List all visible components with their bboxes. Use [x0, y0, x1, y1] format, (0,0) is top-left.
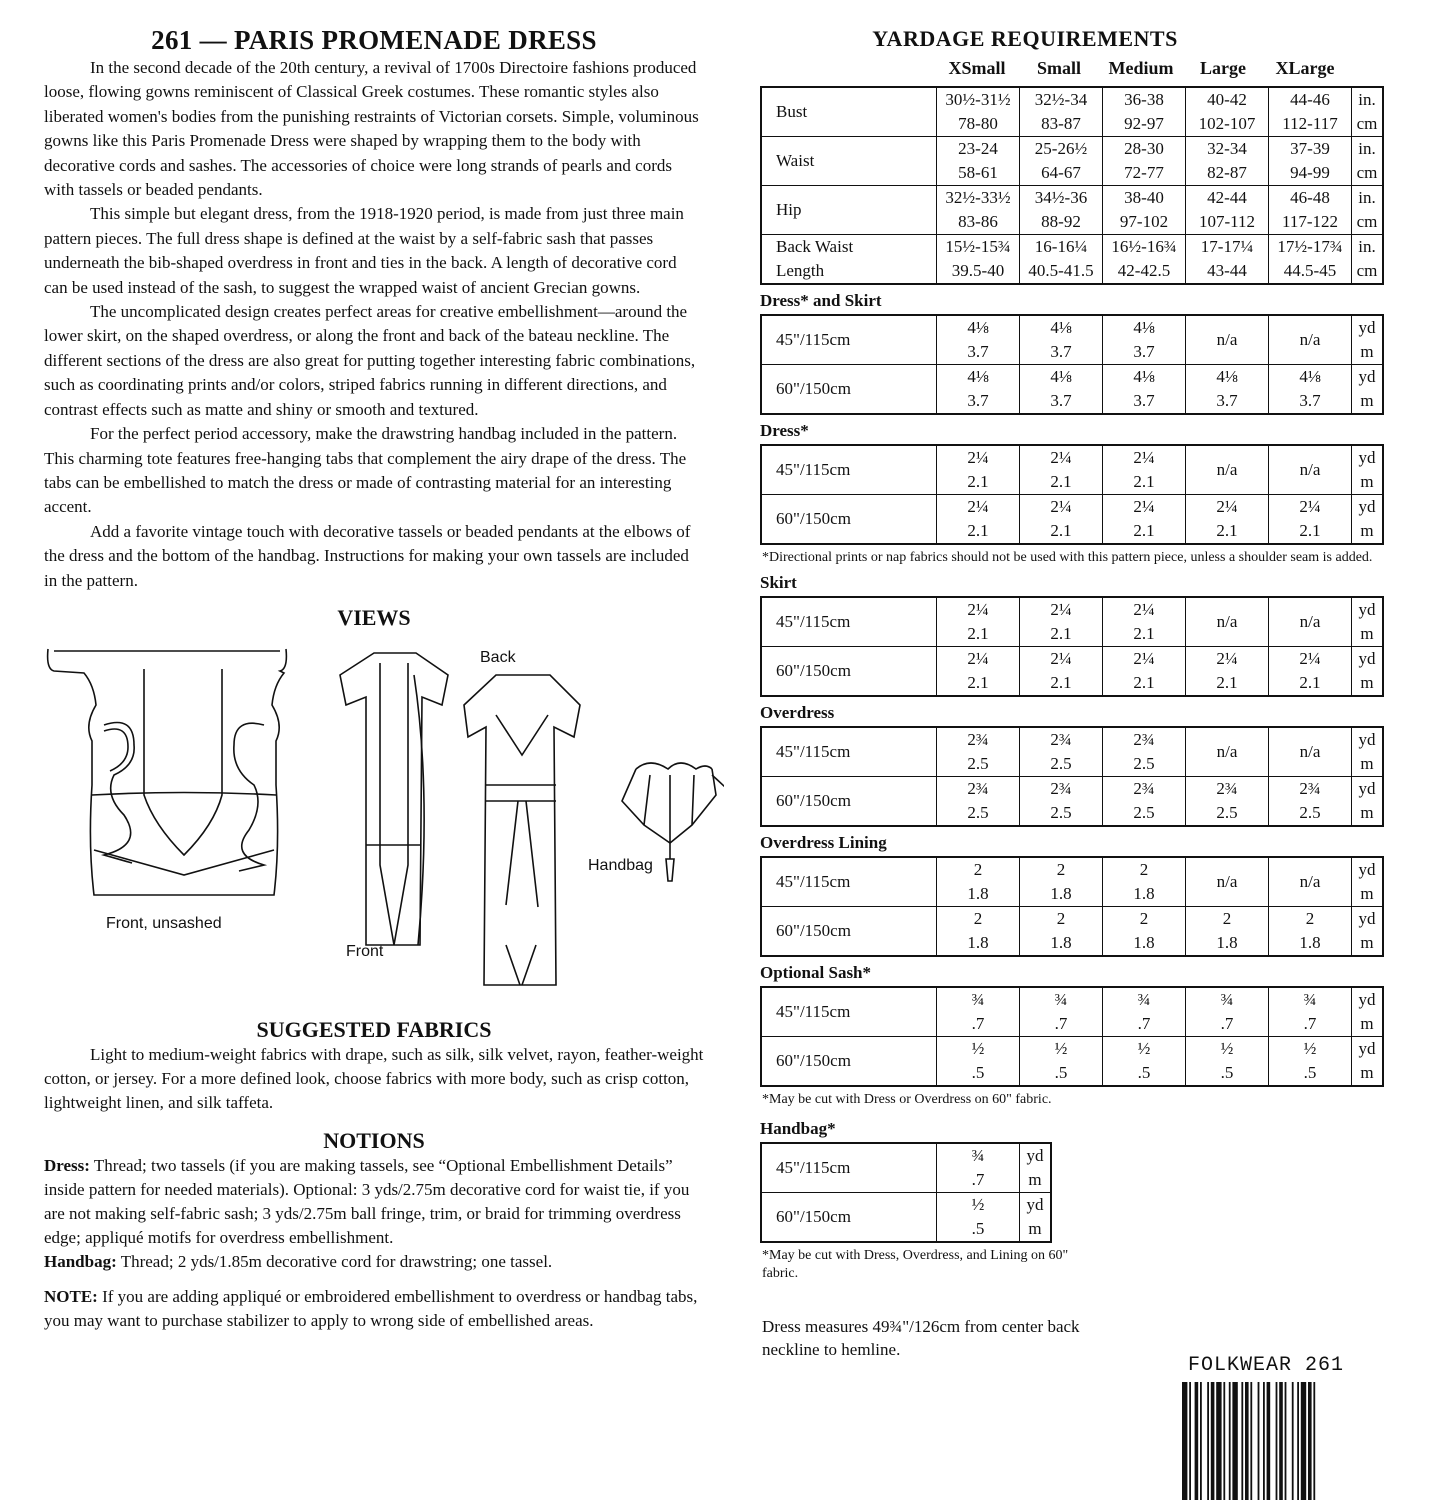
- group-title: Optional Sash*: [760, 963, 872, 982]
- value-cell: n/a: [1269, 727, 1352, 777]
- yardage-table: [760, 596, 1384, 697]
- unit-cell: in. cm: [1352, 235, 1384, 285]
- unit-cell: yd m: [1352, 777, 1384, 827]
- value-cell: ¾ .7: [1020, 987, 1103, 1037]
- intro-paragraph: In the second decade of the 20th century, a revival of 1700s Directoire fashions produced loose, flowing gowns reminiscent of Classical Greek costumes. These romantic styles also liberated women's bodies from the punishing restraints of Victorian corsets. Simple, voluminous gowns like this Paris Promenade Dress were shaped by wrapping them to the body with decorative cords and sashes. The accessories of choice were long strands of pearls and cords with tassels or beaded pendants.: [44, 58, 699, 200]
- row-label: 45"/115cm: [761, 1143, 937, 1193]
- notions-note-label: NOTE:: [44, 1286, 98, 1306]
- group-title: Dress* and Skirt: [760, 291, 882, 310]
- table-row: [761, 137, 1383, 186]
- value-cell: 4⅛ 3.7: [1186, 365, 1269, 415]
- value-cell: 2¼ 2.1: [1020, 597, 1103, 647]
- value-cell: 2 1.8: [1103, 907, 1186, 957]
- barcode-bar: [1250, 1382, 1252, 1500]
- value-cell: 28-30 72-77: [1103, 137, 1186, 186]
- table-row: [761, 87, 1383, 137]
- value-cell: 30½-31½ 78-80: [937, 87, 1020, 137]
- value-cell: 4⅛ 3.7: [1269, 365, 1352, 415]
- handbag-yardage: [760, 1119, 1410, 1283]
- value-cell: 44-46 112-117: [1269, 87, 1352, 137]
- unit-cell: yd m: [1352, 857, 1384, 907]
- value-cell: 4⅛ 3.7: [1020, 315, 1103, 365]
- barcode-bar: [1258, 1382, 1260, 1500]
- product-code: FOLKWEAR 261: [1188, 1354, 1345, 1377]
- fabrics-section: [44, 1017, 704, 1116]
- barcode-bar: [1308, 1382, 1312, 1500]
- table-row: [761, 647, 1383, 697]
- table-row: [761, 186, 1383, 235]
- value-cell: 4⅛ 3.7: [1020, 365, 1103, 415]
- value-cell: 16-16¼ 40.5-41.5: [1020, 235, 1103, 285]
- view-label-handbag: Handbag: [588, 856, 653, 874]
- intro-paragraph: Add a favorite vintage touch with decorative tassels or beaded pendants at the elbows of the dress and the bottom of the handbag. Instructions for making your own tassels are included in the pattern.: [44, 521, 691, 590]
- barcode-bar: [1200, 1382, 1202, 1500]
- value-cell: ½ .5: [937, 1037, 1020, 1087]
- barcode-bar: [1267, 1382, 1271, 1500]
- unit-cell: in. cm: [1352, 87, 1384, 137]
- notions-title: NOTIONS: [323, 1127, 425, 1153]
- notions-handbag: [44, 1250, 704, 1274]
- size-xsmall: XSmall: [948, 57, 1006, 78]
- unit-cell: yd m: [1352, 445, 1384, 495]
- barcode-bar: [1216, 1382, 1221, 1500]
- table-row: [761, 315, 1383, 365]
- value-cell: 2 1.8: [1269, 907, 1352, 957]
- row-label: 45"/115cm: [761, 445, 937, 495]
- row-label: 45"/115cm: [761, 857, 937, 907]
- value-cell: ½ .5: [1186, 1037, 1269, 1087]
- value-cell: 2 1.8: [1186, 907, 1269, 957]
- value-cell: 2¼ 2.1: [1269, 495, 1352, 545]
- barcode-bar: [1211, 1382, 1215, 1500]
- value-cell: 2¼ 2.1: [1103, 495, 1186, 545]
- notions-note: [44, 1285, 704, 1333]
- value-cell: n/a: [1186, 857, 1269, 907]
- value-cell: 4⅛ 3.7: [937, 365, 1020, 415]
- value-cell: ¾ .7: [1103, 987, 1186, 1037]
- value-cell: 2¾ 2.5: [1186, 777, 1269, 827]
- value-cell: 25-26½ 64-67: [1020, 137, 1103, 186]
- front-dress-drawing: [340, 653, 448, 945]
- value-cell: 4⅛ 3.7: [937, 315, 1020, 365]
- row-label: Bust: [761, 87, 937, 137]
- row-label: 45"/115cm: [761, 315, 937, 365]
- value-cell: 17½-17¾ 44.5-45: [1269, 235, 1352, 285]
- barcode-bar: [1195, 1382, 1199, 1500]
- barcode-bar: [1241, 1382, 1243, 1500]
- value-cell: 2¼ 2.1: [1186, 647, 1269, 697]
- barcode-bar: [1313, 1382, 1315, 1500]
- group-title: Skirt: [760, 573, 797, 592]
- value-cell: 2¼ 2.1: [1020, 647, 1103, 697]
- front-unsashed-drawing: [48, 649, 287, 895]
- barcode-bar: [1279, 1382, 1283, 1500]
- value-cell: 2¼ 2.1: [1103, 597, 1186, 647]
- footnote: *May be cut with Dress or Overdress on 60" fabric.: [762, 1092, 1052, 1107]
- unit-cell: yd m: [1352, 727, 1384, 777]
- value-cell: 23-24 58-61: [937, 137, 1020, 186]
- size-large: Large: [1200, 57, 1246, 78]
- value-cell: 2¼ 2.1: [1269, 647, 1352, 697]
- table-row: [761, 1193, 1051, 1243]
- row-label: Hip: [761, 186, 937, 235]
- table-row: [761, 857, 1383, 907]
- value-cell: 2 1.8: [1103, 857, 1186, 907]
- value-cell: 2¼ 2.1: [937, 445, 1020, 495]
- value-cell: 2 1.8: [1020, 857, 1103, 907]
- footnote: *Directional prints or nap fabrics should not be used with this pattern piece, unless a shoulder seam is added.: [762, 550, 1373, 565]
- value-cell: 2¾ 2.5: [937, 777, 1020, 827]
- intro-paragraph: The uncomplicated design creates perfect areas for creative embellishment—around the lower skirt, on the shaped overdress, or along the front and back of the bateau neckline. The different sections of the dress are also great for putting together interesting fabric combinations, such as coordinating prints and/or colors, striped fabrics running in different directions, and contrast effects such as matte and shiny or smooth and textured.: [44, 302, 696, 419]
- value-cell: 2 1.8: [937, 907, 1020, 957]
- barcode-bar: [1301, 1382, 1306, 1500]
- unit-cell: yd m: [1020, 1143, 1052, 1193]
- notions-handbag-text: Thread; 2 yds/1.85m decorative cord for drawstring; one tassel.: [120, 1252, 553, 1272]
- unit-cell: yd m: [1352, 647, 1384, 697]
- value-cell: 40-42 102-107: [1186, 87, 1269, 137]
- intro-paragraph: This simple but elegant dress, from the 1918-1920 period, is made from just three main pattern pieces. The full dress shape is defined at the waist by a self-fabric sash that passes underneath the bib-shaped overdress in front and ties in the back. A length of decorative cord can be used instead of the sash, to suggest the wrapped waist of ancient Grecian gowns.: [44, 204, 684, 297]
- unit-cell: yd m: [1352, 315, 1384, 365]
- value-cell: n/a: [1269, 315, 1352, 365]
- table-row: [761, 495, 1383, 545]
- value-cell: 2¼ 2.1: [937, 647, 1020, 697]
- fabrics-title: SUGGESTED FABRICS: [256, 1016, 492, 1042]
- unit-cell: yd m: [1352, 907, 1384, 957]
- size-header: [936, 54, 1410, 82]
- barcode-icon: [1182, 1382, 1364, 1500]
- value-cell: n/a: [1269, 445, 1352, 495]
- row-label: 60"/150cm: [761, 365, 937, 415]
- table-row: [761, 597, 1383, 647]
- views-title: VIEWS: [337, 604, 411, 630]
- yardage-table: [760, 856, 1384, 957]
- barcode-bar: [1285, 1382, 1287, 1500]
- view-label-front: Front: [346, 942, 384, 960]
- value-cell: ½ .5: [937, 1193, 1020, 1243]
- unit-cell: yd m: [1352, 495, 1384, 545]
- unit-cell: yd m: [1352, 987, 1384, 1037]
- row-label: Waist: [761, 137, 937, 186]
- value-cell: 2¼ 2.1: [937, 495, 1020, 545]
- back-dress-drawing: [464, 675, 580, 985]
- size-small: Small: [1036, 57, 1081, 78]
- intro-paragraph: For the perfect period accessory, make the drawstring handbag included in the pattern. This charming tote features free-hanging tabs that complement the airy drape of the dress. The tabs can be embellished to match the dress or made of contrasting material for an interesting accent.: [44, 424, 687, 517]
- value-cell: 2¾ 2.5: [1020, 777, 1103, 827]
- value-cell: 2¼ 2.1: [937, 597, 1020, 647]
- table-row: [761, 365, 1383, 415]
- value-cell: ½ .5: [1103, 1037, 1186, 1087]
- table-row: [761, 235, 1383, 285]
- yardage-title: YARDAGE REQUIREMENTS: [872, 26, 1178, 51]
- value-cell: n/a: [1269, 597, 1352, 647]
- table-row: [761, 907, 1383, 957]
- value-cell: 38-40 97-102: [1103, 186, 1186, 235]
- value-cell: 46-48 117-122: [1269, 186, 1352, 235]
- unit-cell: yd m: [1352, 597, 1384, 647]
- notions-section: [44, 1128, 704, 1333]
- value-cell: ½ .5: [1269, 1037, 1352, 1087]
- value-cell: 2 1.8: [1020, 907, 1103, 957]
- value-cell: 16½-16¾ 42-42.5: [1103, 235, 1186, 285]
- yardage-table: [760, 86, 1384, 285]
- yardage-table: [760, 444, 1384, 545]
- barcode-bar: [1223, 1382, 1225, 1500]
- table-row: [761, 1143, 1051, 1193]
- yardage-table: [760, 1142, 1052, 1243]
- barcode-bar: [1276, 1382, 1278, 1500]
- barcode-bar: [1182, 1382, 1187, 1500]
- barcode-bar: [1189, 1382, 1191, 1500]
- row-label: 60"/150cm: [761, 1193, 937, 1243]
- unit-cell: in. cm: [1352, 186, 1384, 235]
- yardage-table: [760, 726, 1384, 827]
- value-cell: ¾ .7: [937, 987, 1020, 1037]
- intro-text: [44, 56, 704, 593]
- value-cell: n/a: [1186, 727, 1269, 777]
- row-label: 45"/115cm: [761, 727, 937, 777]
- barcode-bar: [1232, 1382, 1237, 1500]
- value-cell: 4⅛ 3.7: [1103, 365, 1186, 415]
- value-cell: 36-38 92-97: [1103, 87, 1186, 137]
- left-column: [44, 24, 704, 1333]
- table-row: [761, 777, 1383, 827]
- unit-cell: in. cm: [1352, 137, 1384, 186]
- notions-handbag-label: Handbag:: [44, 1252, 117, 1272]
- notions-dress: [44, 1154, 704, 1251]
- value-cell: 2¾ 2.5: [1103, 727, 1186, 777]
- yardage-table: [760, 314, 1384, 415]
- yardage-table: [760, 986, 1384, 1087]
- value-cell: 34½-36 88-92: [1020, 186, 1103, 235]
- value-cell: n/a: [1269, 857, 1352, 907]
- yardage-tables: [760, 86, 1410, 1109]
- value-cell: 2¼ 2.1: [1020, 495, 1103, 545]
- unit-cell: yd m: [1020, 1193, 1052, 1243]
- barcode-bar: [1245, 1382, 1249, 1500]
- value-cell: 15½-15¾ 39.5-40: [937, 235, 1020, 285]
- value-cell: ¾ .7: [937, 1143, 1020, 1193]
- row-label: 60"/150cm: [761, 1037, 937, 1087]
- group-title: Dress*: [760, 421, 809, 440]
- value-cell: ¾ .7: [1186, 987, 1269, 1037]
- value-cell: 42-44 107-112: [1186, 186, 1269, 235]
- view-label-front-unsashed: Front, unsashed: [106, 914, 222, 932]
- value-cell: n/a: [1186, 597, 1269, 647]
- barcode-bar: [1263, 1382, 1265, 1500]
- notions-note-text: If you are adding appliqué or embroidered embellishment to overdress or handbag tabs, you may want to purchase stabilizer to apply to wrong side of embellished areas.: [44, 1286, 698, 1330]
- value-cell: 2¾ 2.5: [937, 727, 1020, 777]
- value-cell: n/a: [1186, 445, 1269, 495]
- row-label: 60"/150cm: [761, 777, 937, 827]
- row-label: 45"/115cm: [761, 987, 937, 1037]
- value-cell: 17-17¼ 43-44: [1186, 235, 1269, 285]
- size-xlarge: XLarge: [1275, 57, 1335, 78]
- value-cell: 32½-33½ 83-86: [937, 186, 1020, 235]
- table-row: [761, 727, 1383, 777]
- unit-cell: yd m: [1352, 365, 1384, 415]
- value-cell: 2¼ 2.1: [1186, 495, 1269, 545]
- value-cell: 2¾ 2.5: [1103, 777, 1186, 827]
- value-cell: 2¼ 2.1: [1103, 445, 1186, 495]
- value-cell: 32½-34 83-87: [1020, 87, 1103, 137]
- size-medium: Medium: [1108, 57, 1174, 78]
- fabrics-text: Light to medium-weight fabrics with drape, such as silk, silk velvet, rayon, feather-weight cotton, or jersey. For a more defined look, choose fabrics with more body, such as crisp cotton, lightweight linen, and silk taffeta.: [44, 1044, 704, 1113]
- unit-cell: yd m: [1352, 1037, 1384, 1087]
- row-label: Back Waist Length: [761, 235, 937, 285]
- value-cell: ¾ .7: [1269, 987, 1352, 1037]
- row-label: 60"/150cm: [761, 647, 937, 697]
- value-cell: 2¾ 2.5: [1020, 727, 1103, 777]
- dress-measure: Dress measures 49¾"/126cm from center back neckline to hemline.: [762, 1317, 1080, 1359]
- barcode-bar: [1229, 1382, 1231, 1500]
- value-cell: 4⅛ 3.7: [1103, 315, 1186, 365]
- views-illustration: [44, 645, 724, 1015]
- value-cell: 2 1.8: [937, 857, 1020, 907]
- table-row: [761, 1037, 1383, 1087]
- value-cell: ½ .5: [1020, 1037, 1103, 1087]
- value-cell: 37-39 94-99: [1269, 137, 1352, 186]
- value-cell: n/a: [1186, 315, 1269, 365]
- value-cell: 2¾ 2.5: [1269, 777, 1352, 827]
- table-row: [761, 445, 1383, 495]
- row-label: 45"/115cm: [761, 597, 937, 647]
- barcode-bar: [1207, 1382, 1209, 1500]
- right-column: [760, 26, 1410, 1361]
- table-row: [761, 987, 1383, 1037]
- value-cell: 32-34 82-87: [1186, 137, 1269, 186]
- views-section: [44, 605, 704, 1015]
- group-title: Overdress Lining: [760, 833, 887, 852]
- notions-dress-text: Thread; two tassels (if you are making tassels, see “Optional Embellishment Details” inside pattern for needed materials). Optional: 3 yds/2.75m decorative cord for waist tie, if you are not making self-fabric sash; 3 yds/2.75m ball fringe, trim, or braid for trimming overdress edge; appliqué motifs for overdress embellishment.: [44, 1155, 690, 1248]
- page-title: 261 — PARIS PROMENADE DRESS: [151, 25, 597, 55]
- value-cell: 2¼ 2.1: [1020, 445, 1103, 495]
- group-title: Overdress: [760, 703, 835, 722]
- footnote: *May be cut with Dress, Overdress, and Lining on 60" fabric.: [762, 1248, 1069, 1281]
- view-label-back: Back: [480, 648, 516, 666]
- barcode-bar: [1292, 1382, 1294, 1500]
- barcode-bar: [1297, 1382, 1299, 1500]
- row-label: 60"/150cm: [761, 907, 937, 957]
- group-title: Handbag*: [760, 1119, 836, 1138]
- value-cell: 2¼ 2.1: [1103, 647, 1186, 697]
- notions-dress-label: Dress:: [44, 1155, 90, 1175]
- row-label: 60"/150cm: [761, 495, 937, 545]
